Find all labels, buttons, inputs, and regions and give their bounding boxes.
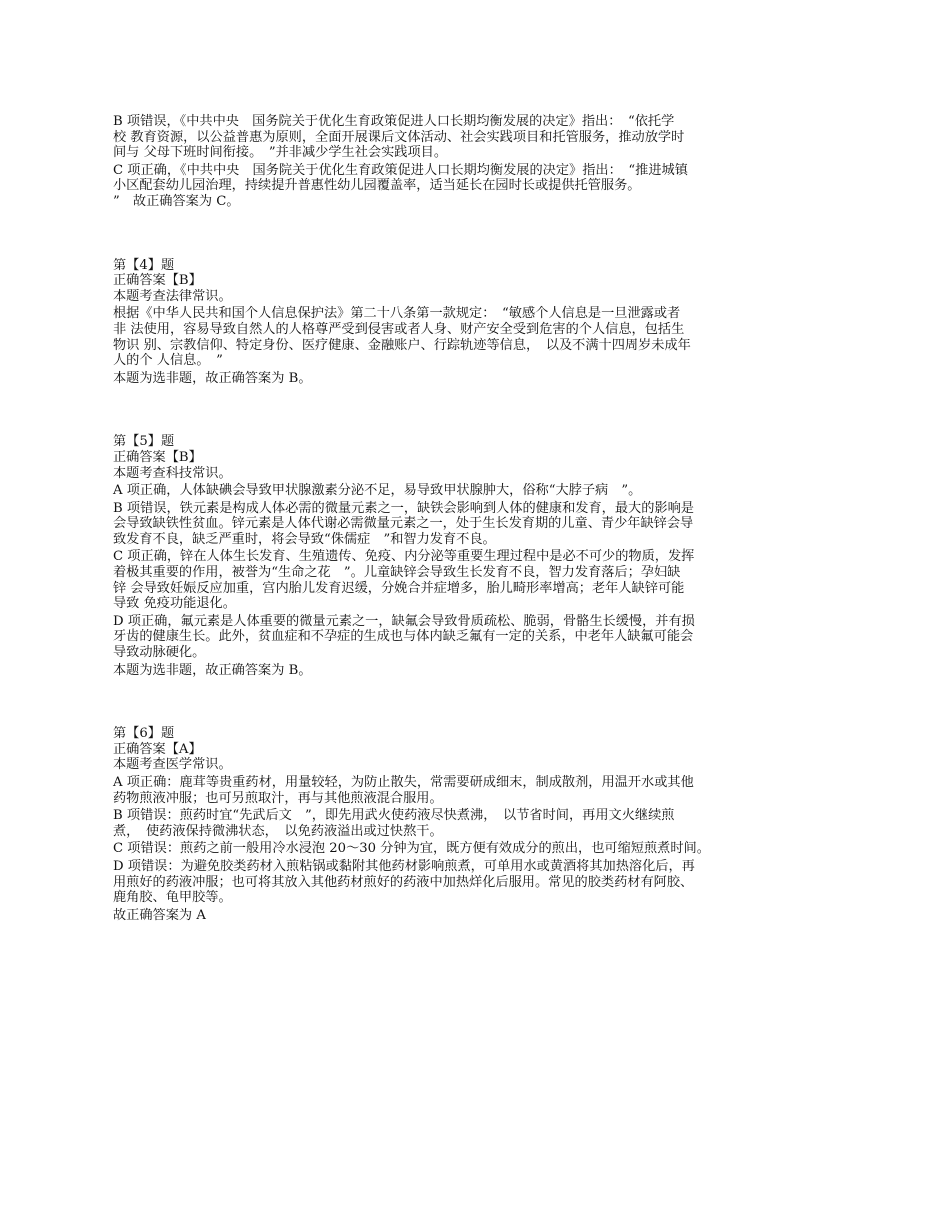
paragraph xyxy=(113,163,843,210)
question-6 xyxy=(113,726,843,923)
paragraph xyxy=(113,466,843,482)
paragraph xyxy=(113,757,843,773)
text-line: 会导致缺铁性贫血。锌元素是人体代谢必需微量元素之一，处于生长发育期的儿童、青少年缺锌会导 xyxy=(113,516,694,532)
question-5 xyxy=(113,434,843,678)
text-line: C 项正确，锌在人体生长发育、生殖遗传、免疫、内分泌等重要生理过程中是必不可少的物质，发挥 xyxy=(113,549,695,565)
paragraph xyxy=(113,808,843,839)
answer-line: 正确答案【B】 xyxy=(113,273,202,289)
paragraph xyxy=(113,908,843,924)
text-line: B 项错误，《中共中央 国务院关于优化生育政策促进人口长期均衡发展的决定》指出： “依托学 xyxy=(113,114,675,129)
text-line: ” 故正确答案为 C。 xyxy=(113,193,240,209)
text-line: 着极其重要的作用，被誉为“生命之花 ”。儿童缺锌会导致生长发育不良，智力发育落后；孕妇缺 xyxy=(113,565,681,581)
paragraph xyxy=(113,614,843,661)
text-line: 煮， 使药液保持微沸状态， 以免药液溢出或过快熬干。 xyxy=(113,823,443,839)
paragraph xyxy=(113,775,843,806)
answer-line: 正确答案【A】 xyxy=(113,741,202,757)
section-gap xyxy=(113,388,843,434)
text-line: 本题考查医学常识。 xyxy=(113,757,232,773)
question-heading: 第【5】题 xyxy=(113,434,175,450)
text-line: 物识 别、宗教信仰、特定身份、医疗健康、金融账户、行踪轨迹等信息， 以及不满十四周岁未成年 xyxy=(113,337,691,353)
text-line: 锌 会导致妊娠反应加重，宫内胎儿发育迟缓，分娩合并症增多，胎儿畸形率增高；老年人缺锌可能 xyxy=(113,580,685,596)
text-line: B 项错误，铁元素是构成人体必需的微量元素之一，缺铁会影响到人体的健康和发育，最大的影响是 xyxy=(113,500,694,516)
question-heading: 第【6】题 xyxy=(113,726,175,742)
paragraph xyxy=(113,114,843,161)
paragraph xyxy=(113,841,843,857)
text-line: B 项错误：煎药时宜“先武后文 ”，即先用武火使药液尽快煮沸， 以节省时间，再用文火继续煎 xyxy=(113,808,675,824)
text-line: A 项正确：鹿茸等贵重药材，用量较轻，为防止散失，常需要研成细末，制成散剂，用温开水或其他 xyxy=(113,775,694,790)
text-line: C 项错误：煎药之前一般用冷水浸泡 20～30 分钟为宜，既方便有效成分的煎出，也可缩短煎煮时间。 xyxy=(113,841,710,857)
text-line: 非 法使用，容易导致自然人的人格尊严受到侵害或者人身、财产安全受到危害的个人信息，包括生 xyxy=(113,321,685,337)
question-heading: 第【4】题 xyxy=(113,257,175,273)
paragraph xyxy=(113,663,843,679)
text-line: 本题为选非题，故正确答案为 B。 xyxy=(113,370,312,386)
text-line: 本题为选非题，故正确答案为 B。 xyxy=(113,662,312,678)
paragraph xyxy=(113,859,843,906)
text-line: 导致动脉硬化。 xyxy=(113,645,206,661)
text-line: 校 教育资源，以公益普惠为原则，全面开展课后文体活动、社会实践项目和托管服务，推动放学时 xyxy=(113,129,685,145)
text-line: 故正确答案为 A xyxy=(113,907,206,923)
paragraph xyxy=(113,306,843,368)
paragraph xyxy=(113,289,843,305)
text-line: 鹿角胶、龟甲胶等。 xyxy=(113,890,232,906)
paragraph xyxy=(113,549,843,611)
paragraph xyxy=(113,483,843,499)
q3-explanation-tail xyxy=(113,114,843,210)
question-4 xyxy=(113,258,843,387)
text-line: D 项正确，氟元素是人体重要的微量元素之一，缺氟会导致骨质疏松、脆弱，骨骼生长缓慢，并有损 xyxy=(113,613,695,629)
text-line: 药物煎液冲服；也可另煎取汁，再与其他煎液混合服用。 xyxy=(113,790,443,806)
text-line: 牙齿的健康生长。此外，贫血症和不孕症的生成也与体内缺乏氟有一定的关系，中老年人缺氟可能会 xyxy=(113,629,694,645)
text-line: 小区配套幼儿园治理，持续提升普惠性幼儿园覆盖率，适当延长在园时长或提供托管服务。 xyxy=(113,178,641,194)
text-line: 本题考查科技常识。 xyxy=(113,465,232,481)
document-page xyxy=(113,114,843,925)
text-line: A 项正确，人体缺碘会导致甲状腺激素分泌不足，易导致甲状腺肿大，俗称“大脖子病 ”。 xyxy=(113,483,642,499)
text-line: 用煎好的药液冲服；也可将其放入其他药材煎好的药液中加热烊化后服用。常见的胶类药材有阿胶、 xyxy=(113,874,694,890)
text-line: 人的个 人信息。 ” xyxy=(113,353,223,369)
answer-line: 正确答案【B】 xyxy=(113,449,202,465)
text-line: 致发育不良，缺乏严重时，将会导致“侏儒症 ”和智力发育不良。 xyxy=(113,531,496,547)
text-line: 根据《中华人民共和国个人信息保护法》第二十八条第一款规定： “敏感个人信息是一旦泄露或者 xyxy=(113,306,681,322)
text-line: 导致 免疫功能退化。 xyxy=(113,596,236,612)
text-line: 本题考查法律常识。 xyxy=(113,288,232,304)
text-line: D 项错误：为避免胶类药材入煎粘锅或黏附其他药材影响煎煮，可单用水或黄酒将其加热溶化后，再 xyxy=(113,858,695,874)
text-line: C 项正确，《中共中央 国务院关于优化生育政策促进人口长期均衡发展的决定》指出： “推进城镇 xyxy=(113,162,688,178)
paragraph xyxy=(113,501,843,548)
section-gap xyxy=(113,212,843,258)
text-line: 间与 父母下班时间衔接。 ”并非减少学生社会实践项目。 xyxy=(113,145,448,161)
section-gap xyxy=(113,680,843,726)
paragraph xyxy=(113,371,843,387)
